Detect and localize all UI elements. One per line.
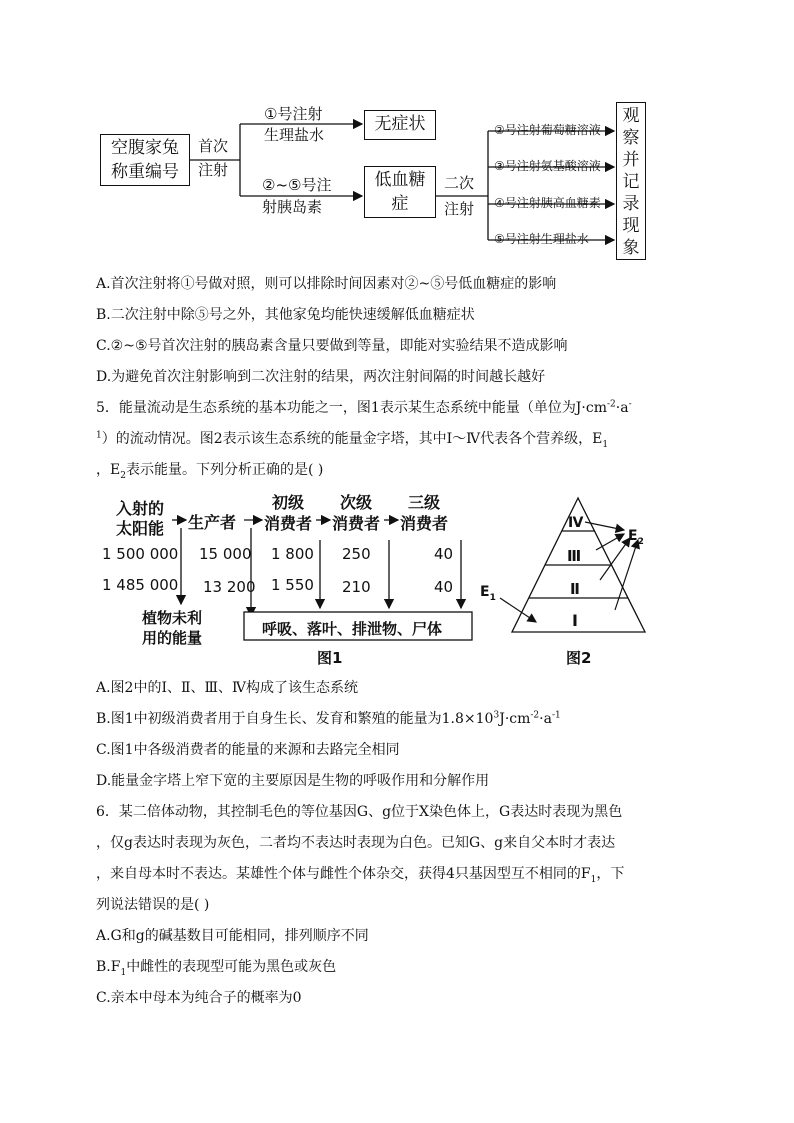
start-box-line2: 称重编号 [111,162,179,182]
q6b-text: B.F [96,959,121,975]
row1-sun: 1 500 000 [102,545,179,563]
e1-sub: 1 [489,592,496,603]
branch-top-line2: 生理盐水 [264,126,325,144]
row1-primary: 1 800 [271,545,314,563]
q5-text: ，E [96,462,121,478]
second-inject-label [444,170,474,222]
primary-line1: 初级 [272,493,305,512]
no-symptom-box: 无症状 [364,110,436,140]
q4-option-b: B.二次注射中除⑤号之外，其他家兔均能快速缓解低血糖症状 [96,307,475,323]
tertiary-line1: 三级 [408,493,441,512]
q5b-text: J·cm [499,711,531,727]
first-inject-label [198,134,228,182]
q5-sup: -2 [607,399,616,410]
fig2-caption: 图2 [566,649,592,667]
q6-stem-line1: 6．某二倍体动物，其控制毛色的等位基因G、g位于X染色体上，G表达时表现为黑色 [96,804,623,820]
branch-bottom-line1: ②~⑤号注 [262,176,332,194]
q6-option-c: C.亲本中母本为纯合子的概率为0 [96,990,302,1006]
q6-sub: 1 [590,874,597,885]
e2-sub: 2 [637,536,644,547]
branch-top-line1: ①号注射 [264,105,323,123]
q5-option-c: C.图1中各级消费者的能量的来源和去路完全相同 [96,742,400,758]
q5-option-d: D.能量金字塔上窄下宽的主要原因是生物的呼吸作用和分解作用 [96,773,490,789]
e1-label [480,584,496,603]
observe-char: 录 [622,194,640,214]
row2-tertiary: 40 [434,578,454,596]
observe-char: 察 [622,128,640,148]
q5-text: ·a [615,400,629,416]
q6-stem-line3 [96,864,624,884]
q6-text: ，下 [596,866,625,882]
q5b-sup: -1 [551,710,561,721]
second-inject-line2: 注射 [444,200,475,218]
q5-stem-line3 [96,460,323,480]
primary-line2: 消费者 [264,514,313,533]
q6b-sub: 1 [120,967,127,978]
q6-option-a: A.G和g的碱基数目可能相同，排列顺序不同 [96,928,369,944]
q5-stem-line1 [96,398,632,418]
q5-text: 表示能量。下列分析正确的是( ) [125,462,324,478]
row2-sun: 1 485 000 [102,576,179,594]
row1-secondary: 250 [342,545,371,563]
low-blood-sugar-line1: 低血糖 [374,170,426,190]
q5b-sup: -2 [530,710,540,721]
sun-label-line2: 太阳能 [116,519,165,538]
level-iv-label: Ⅳ [568,515,584,531]
unused-energy-label [142,608,202,648]
level-ii-label: Ⅱ [570,580,580,598]
producer-label: 生产者 [188,513,237,532]
unused-line1: 植物未利 [142,609,203,627]
primary-consumer-label [264,492,312,534]
branch-bottom-label [262,174,331,218]
secondary-line1: 次级 [340,493,373,512]
q6-option-b [96,957,336,977]
q5-sub: 1 [602,439,609,450]
q5b-text: B.图1中初级消费者用于自身生长、发育和繁殖的能量为1.8×10 [96,711,494,727]
second-item-2: ②号注射葡萄糖溶液 [494,123,601,137]
q5-sub: 2 [120,470,126,481]
observe-char: 象 [622,238,640,258]
branch-bottom-line2: 射胰岛素 [262,198,323,216]
secondary-consumer-label [332,492,380,534]
q5-option-b [96,709,561,729]
second-item-3: ③号注射氨基酸溶液 [494,159,601,173]
q5-stem-line2 [96,429,608,449]
loss-box-label: 呼吸、落叶、排泄物、尸体 [262,620,443,638]
level-i-label: Ⅰ [572,611,578,630]
q6b-text: 中雌性的表现型可能为黑色或灰色 [126,959,337,975]
q4-option-d: D.为避免首次注射影响到二次注射的结果，两次注射间隔的时间越长越好 [96,369,546,385]
unused-line2: 用的能量 [142,629,203,647]
observe-char: 观 [622,106,640,126]
first-inject-line1: 首次 [198,137,229,155]
observe-char: 记 [622,172,640,192]
second-item-4: ④号注射胰高血糖素 [494,196,601,210]
sun-label-line1: 入射的 [116,499,165,518]
observe-char: 并 [622,150,640,170]
tertiary-consumer-label [400,492,448,534]
low-blood-sugar-box [364,166,436,218]
observe-char: 现 [622,216,640,236]
level-iii-label: Ⅲ [567,547,582,565]
q6-text: ，来自母本时不表达。某雄性个体与雌性个体杂交，获得4只基因型互不相同的F [96,866,591,882]
observe-box [616,102,646,260]
row2-secondary: 210 [342,578,371,596]
fig1-caption: 图1 [317,649,343,667]
q6-stem-line4: 列说法错误的是( ) [96,897,210,913]
q5-text: 5．能量流动是生态系统的基本功能之一，图1表示某生态系统中能量（单位为J·cm [96,400,607,416]
e1-text: E [480,584,490,600]
q5b-sup: 3 [493,710,500,721]
row2-primary: 1 550 [271,576,314,594]
sun-label [116,499,164,539]
q5-text: ）的流动情况。图2表示该生态系统的能量金字塔，其中Ⅰ～Ⅳ代表各个营养级，E [101,431,603,447]
q5-sup: 1 [96,430,102,441]
row1-producer: 15 000 [199,545,252,563]
q6-stem-line2: ，仅g表达时表现为灰色，二者均不表达时表现为白色。已知G、g来自父本时才表达 [96,835,616,851]
e2-label [628,528,644,547]
tertiary-line2: 消费者 [400,514,449,533]
q5-sup: - [628,399,632,410]
low-blood-sugar-line2: 症 [391,194,409,214]
q5b-text: ·a [539,711,552,727]
second-item-5: ⑤号注射生理盐水 [494,232,589,246]
e2-text: E [628,528,638,544]
start-box-line1: 空腹家兔 [111,138,179,158]
first-inject-line2: 注射 [198,161,229,179]
start-box [100,134,190,186]
secondary-line2: 消费者 [332,514,381,533]
row1-tertiary: 40 [434,545,454,563]
branch-top-label [264,104,324,146]
row2-producer: 13 200 [203,578,256,596]
q4-option-a: A.首次注射将①号做对照，则可以排除时间因素对②~⑤号低血糖症的影响 [96,276,557,292]
second-inject-line1: 二次 [444,174,475,192]
q5-option-a: A.图2中的Ⅰ、Ⅱ、Ⅲ、Ⅳ构成了该生态系统 [96,680,359,696]
q4-option-c: C.②~⑤号首次注射的胰岛素含量只要做到等量，即能对实验结果不造成影响 [96,338,568,354]
